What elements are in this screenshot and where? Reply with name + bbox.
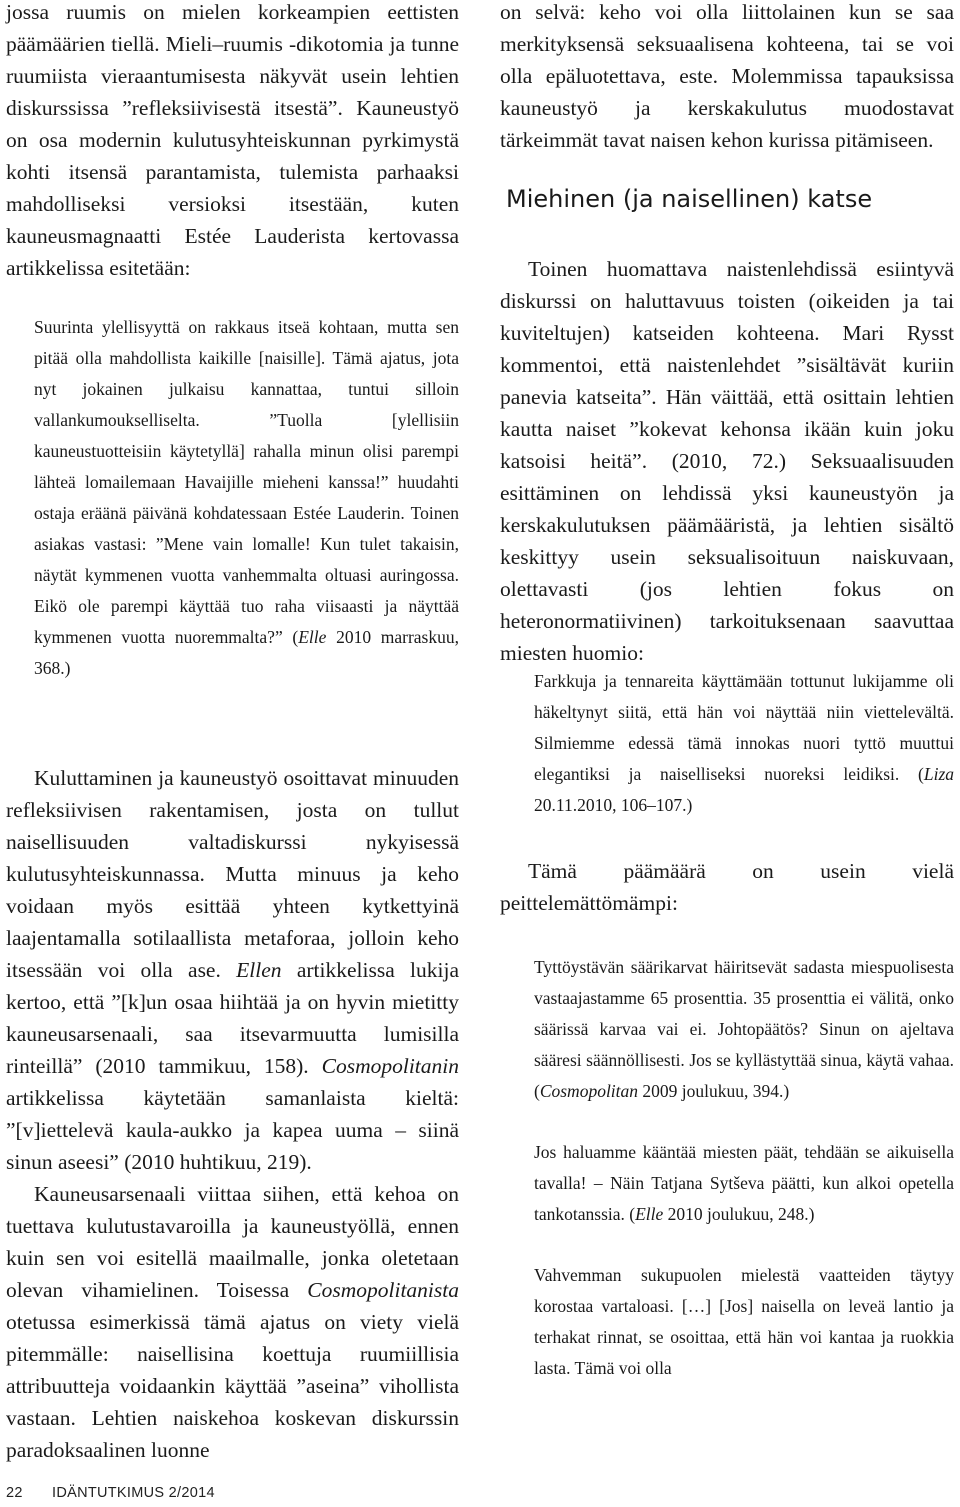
block-quote-text: Suurinta ylellisyyttä on rakkaus itseä kohtaan, mutta sen pitää olla mahdollista kaikille [naisille]. Tämä ajatus, jota nyt jokainen julkaisu kannattaa, tuntui silloin vallankumoukselliselta. ”Tuolla [ylellisiin kauneustuotteisiin käytetyllä] rahalla minun olisi parempi lähteä lomailemaan Havaijille mieheni kanssa!” huudahti ostaja eräänä päivänä kohdatessaan Estée Lauderin. Toinen asiakas vastasi: ”Mene vain lomalle! Kun tulet takaisin, näytät kymmenen vuotta vanhemmalta oltuasi auringossa. Eikö ole parempi käyttää tuo raha viisaasti ja näyttää kymmenen vuotta nuoremmalta?” [34,317,459,647]
block-quote-estee [34,312,459,684]
right-body-top [500,0,954,156]
block-quote-stronger-sex: Vahvemman sukupuolen mielestä vaatteiden täytyy korostaa vartaloasi. […] [Jos] naisella on leveä lantio ja terhakat rinnat, se osoittaa, että hän voi kantaa ja ruokkia lasta. Tämä voi olla [534,1265,954,1378]
section-heading: Miehinen (ja naisellinen) katse [506,185,873,213]
block-quotes-group [534,952,954,1384]
left-paragraph-2: Kuluttaminen ja kauneustyö osoittavat minuuden refleksiivisen rakentamisen, josta on tullut naisellisuuden valtadiskurssi nykyisessä kulutusyhteiskunnassa. Mutta minuus ja keho voidaan myös esittää yhteen kytkettyinä laajentamalla sotilaallista metaforaa, jolloin keho itsessään voi olla ase. Ellen artikkelissa lukija kertoo, että ”[k]un osaa hiihtää ja on hyvin mietitty kauneusarsenaali, saa itsevarmuutta lumisilla rinteillä” (2010 tammikuu, 158). Cosmopolitanin artikkelissa käytetään samanlaista kieltä: ”[v]iettelevä kaula-aukko ja kapea uuma – siinä sinun aseesi” (2010 huhtikuu, 219). [6,766,459,1174]
page-number: 22 [6,1485,23,1501]
right-paragraph-top: on selvä: keho voi olla liittolainen kun se saa merkityksensä seksuaalisena kohteena, tai se voi olla epäluotettava, este. Molemmissa tapauksissa kauneustyö ja kerskakulutus muodostavat tärkeimmät tavat naisen kehon kurissa pitämiseen. [500,0,954,152]
journal-name: IDÄNTUTKIMUS 2/2014 [52,1485,215,1501]
page-footer [6,1485,215,1501]
right-paragraph-2: Tämä päämäärä on usein vielä peittelemättömämpi: [500,859,954,915]
block-quote-elle: Jos haluamme kääntää miesten päät, tehdään se aikuisella tavalla! – Näin Tatjana Sytševa päätti, kun alkoi opetella tankotanssia. (Elle 2010 joulukuu, 248.) [534,1142,954,1224]
left-body-bottom [6,762,459,1466]
left-body-top [6,0,459,284]
left-paragraph-top: jossa ruumis on mielen korkeampien eettisten päämäärien tiellä. Mieli–ruumis -dikotomia ja tunne ruumiista vieraantumisesta näkyvät usein lehtien diskurssissa ”refleksiivisestä itsestä”. Kauneustyö on osa modernin kulutusyhteiskunnan pyrkimystä kohti itsensä parantamista, tulemista parhaaksi mahdolliseksi versioksi itsestään, kuten kauneusmagnaatti Estée Lauderista kertovassa artikkelissa esitetään: [6,0,459,280]
right-body-1 [500,253,954,669]
right-body-2 [500,855,954,919]
left-paragraph-3: Kauneusarsenaali viittaa siihen, että kehoa on tuettava kulutustavaroilla ja kauneustyöllä, ennen kuin sen voi esitellä maailmalle, jonka oletetaan olevan vihamielinen. Toisessa Cosmopolitanista otetussa esimerkissä tämä ajatus on viety vielä pitemmälle: naisellisina koettuja ruumiillisia attribuutteja voidaankin käyttää ”aseina” vihollista vastaan. Lehtien naiskehoa koskevan diskurssin paradoksaalinen luonne [6,1182,459,1462]
right-paragraph-1: Toinen huomattava naistenlehdissä esiintyvä diskurssi on haluttavuus toisten (oikeiden ja tai kuviteltujen) katseiden kohteena. Mari Rysst kommentoi, että naistenlehdet ”sisältävät kuriin panevia katseita”. Hän väittää, että osittain lehtien kautta naiset ”kokevat kehonsa ikään kuin joku katsoisi heitä”. (2010, 72.) Seksuaalisuuden esittäminen on lehdissä yksi kauneustyön ja kerskakulutuksen päämääristä, ja lehtien sisältö keskittyy usein seksualisoituun naiskuvaan, olettavasti (jos lehtien fokus on heteronormatiivinen) tarkoituksenaan saavuttaa miesten huomio: [500,257,954,665]
block-quote-cosmopolitan: Tyttöystävän säärikarvat häiritsevät sadasta miespuolisesta vastaajastamme 65 prosenttia. 35 prosenttia ei välitä, onko säärissä karvaa vai ei. Johtopäätös? Sinun on ajeltava sääresi säännöllisesti. Jos se kyllästyttää sinua, käytä vahaa. (Cosmopolitan 2009 joulukuu, 394.) [534,957,954,1101]
block-quote-citation: (Elle 2010 marraskuu, 368.) [34,627,459,678]
block-quote-liza: Farkkuja ja tennareita käyttämään tottunut lukijamme oli häkeltynyt siitä, että hän voi näyttää niin viettelevältä. Silmiemme edessä tämä innokas nuori tyttö muuttui elegantiksi ja naiselliseksi nuoreksi leidiksi. (Liza 20.11.2010, 106–107.) [534,671,954,815]
